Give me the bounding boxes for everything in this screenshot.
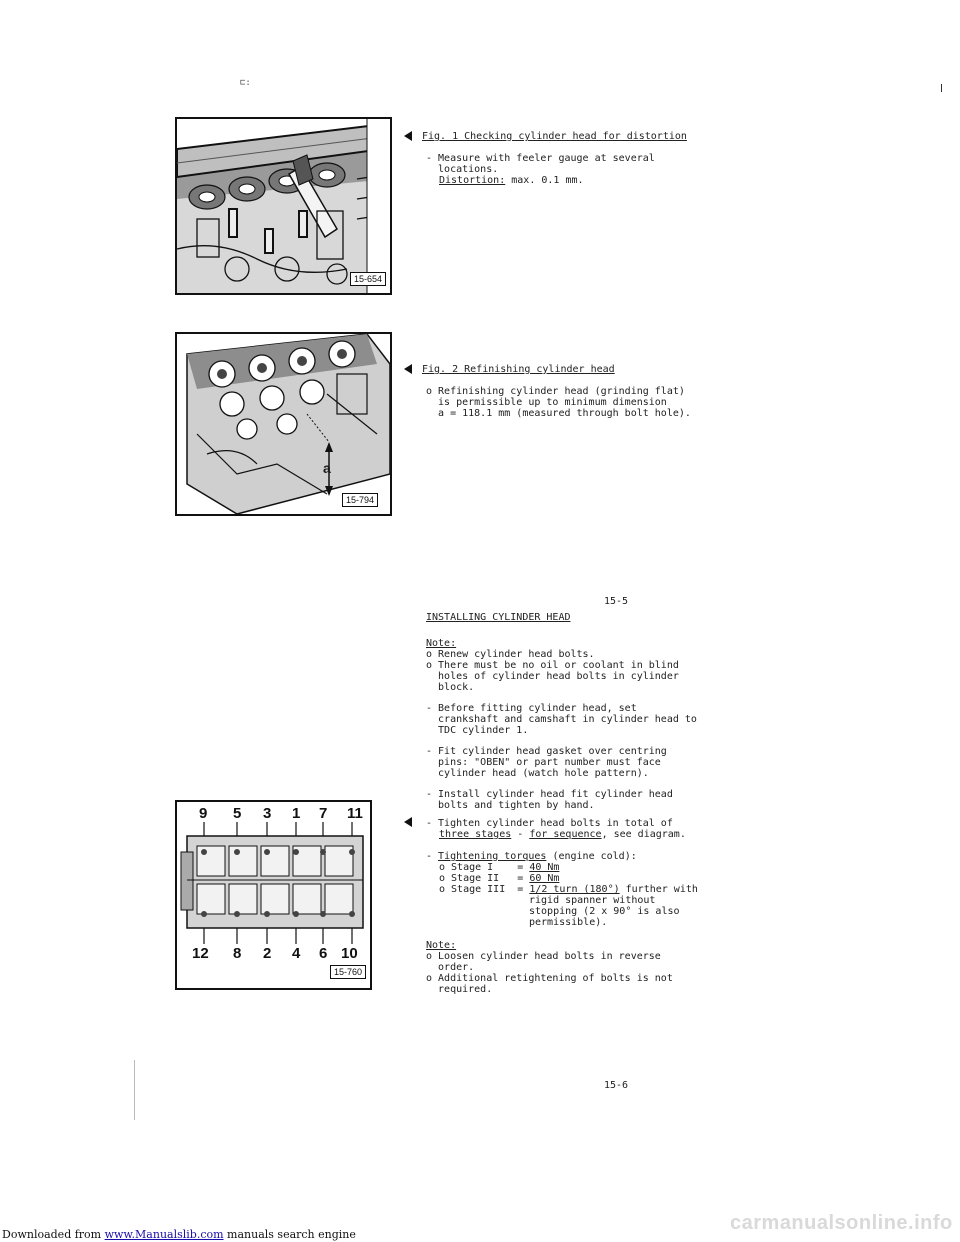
bolt-number: 11: [347, 805, 363, 822]
watermark: carmanualsonline.info: [730, 1212, 953, 1234]
page-number-15-6: 15-6: [604, 1080, 629, 1091]
edge-mark: [941, 84, 942, 92]
bolt-number: 10: [341, 945, 358, 962]
header-mark: ⊏:: [240, 78, 251, 88]
scan-artifact: [134, 1060, 135, 1120]
note-1-line: block.: [426, 682, 475, 693]
step-2-line: pins: "OBEN" or part number must face: [426, 757, 661, 768]
bolt-number: 2: [263, 945, 272, 962]
note-1-line: holes of cylinder head bolts in cylinder: [426, 671, 679, 682]
bolt-number: 5: [233, 805, 242, 822]
step-4-line-2: three stages - for sequence, see diagram.: [439, 829, 686, 840]
bolt-number: 4: [292, 945, 301, 962]
figure-1-image: [175, 117, 392, 295]
figure-1-step-cont: locations.: [426, 164, 499, 175]
figure-1-distortion: Distortion: max. 0.1 mm.: [439, 175, 584, 186]
figure-2-image: [175, 332, 392, 516]
step-2-line: cylinder head (watch hole pattern).: [426, 768, 649, 779]
stage-2: o Stage II = 60 Nm: [439, 873, 560, 884]
manualslib-link[interactable]: www.Manualslib.com: [104, 1228, 224, 1241]
figure-1-caption: Fig. 1 Checking cylinder head for distortion: [422, 131, 687, 142]
figure-2-pointer-icon: [404, 364, 412, 374]
note-1-label: Note:: [426, 638, 457, 649]
diagram-pointer-icon: [404, 817, 412, 827]
figure-2-line-1: o Refinishing cylinder head (grinding flat): [426, 386, 685, 397]
page-number-15-5: 15-5: [604, 596, 629, 607]
bolt-number: 9: [199, 805, 208, 822]
note-2-line: o Additional retightening of bolts is not: [426, 973, 673, 984]
stage-1: o Stage I = 40 Nm: [439, 862, 560, 873]
step-1-line: TDC cylinder 1.: [426, 725, 529, 736]
note-2-label: Note:: [426, 940, 457, 951]
bolt-number: 3: [263, 805, 272, 822]
cylinder-head-distortion-illustration: [177, 119, 390, 293]
note-2-line: order.: [426, 962, 475, 973]
figure-2-ref: 15-794: [342, 493, 378, 507]
dimension-a-label: a: [323, 460, 331, 476]
stage-3-cont: rigid spanner without: [529, 895, 656, 906]
cylinder-head-refinish-illustration: [177, 334, 390, 514]
bolt-number: 6: [319, 945, 328, 962]
bolt-number: 8: [233, 945, 242, 962]
stage-3: o Stage III = 1/2 turn (180°) further with: [439, 884, 698, 895]
step-1-line: crankshaft and camshaft in cylinder head to: [426, 714, 697, 725]
note-1-line: o Renew cylinder head bolts.: [426, 649, 595, 660]
note-2-line: required.: [426, 984, 493, 995]
stage-3-cont: permissible).: [529, 917, 608, 928]
figure-2-line-2: is permissible up to minimum dimension: [426, 397, 667, 408]
step-3-line: bolts and tighten by hand.: [426, 800, 595, 811]
bolt-number: 1: [292, 805, 301, 822]
torque-heading: - Tightening torques (engine cold):: [426, 851, 637, 862]
step-2-line: - Fit cylinder head gasket over centring: [426, 746, 667, 757]
step-4-line: - Tighten cylinder head bolts in total of: [426, 818, 673, 829]
bolt-number: 12: [192, 945, 209, 962]
bolt-sequence-diagram: [177, 822, 370, 944]
stage-3-cont: stopping (2 x 90° is also: [529, 906, 680, 917]
figure-3-ref: 15-760: [330, 965, 366, 979]
download-footer: Downloaded from www.Manualslib.com manuals search engine: [2, 1228, 356, 1241]
figure-2-caption: Fig. 2 Refinishing cylinder head: [422, 364, 615, 375]
bolt-number: 7: [319, 805, 328, 822]
step-3-line: - Install cylinder head fit cylinder head: [426, 789, 673, 800]
step-1-line: - Before fitting cylinder head, set: [426, 703, 637, 714]
note-1-line: o There must be no oil or coolant in blind: [426, 660, 679, 671]
figure-2-line-3: a = 118.1 mm (measured through bolt hole).: [426, 408, 691, 419]
figure-1-pointer-icon: [404, 131, 412, 141]
figure-1-step: - Measure with feeler gauge at several: [426, 153, 655, 164]
note-2-line: o Loosen cylinder head bolts in reverse: [426, 951, 661, 962]
section-heading: INSTALLING CYLINDER HEAD: [426, 612, 571, 623]
figure-1-ref: 15-654: [350, 272, 386, 286]
figure-3-image: [175, 800, 372, 990]
